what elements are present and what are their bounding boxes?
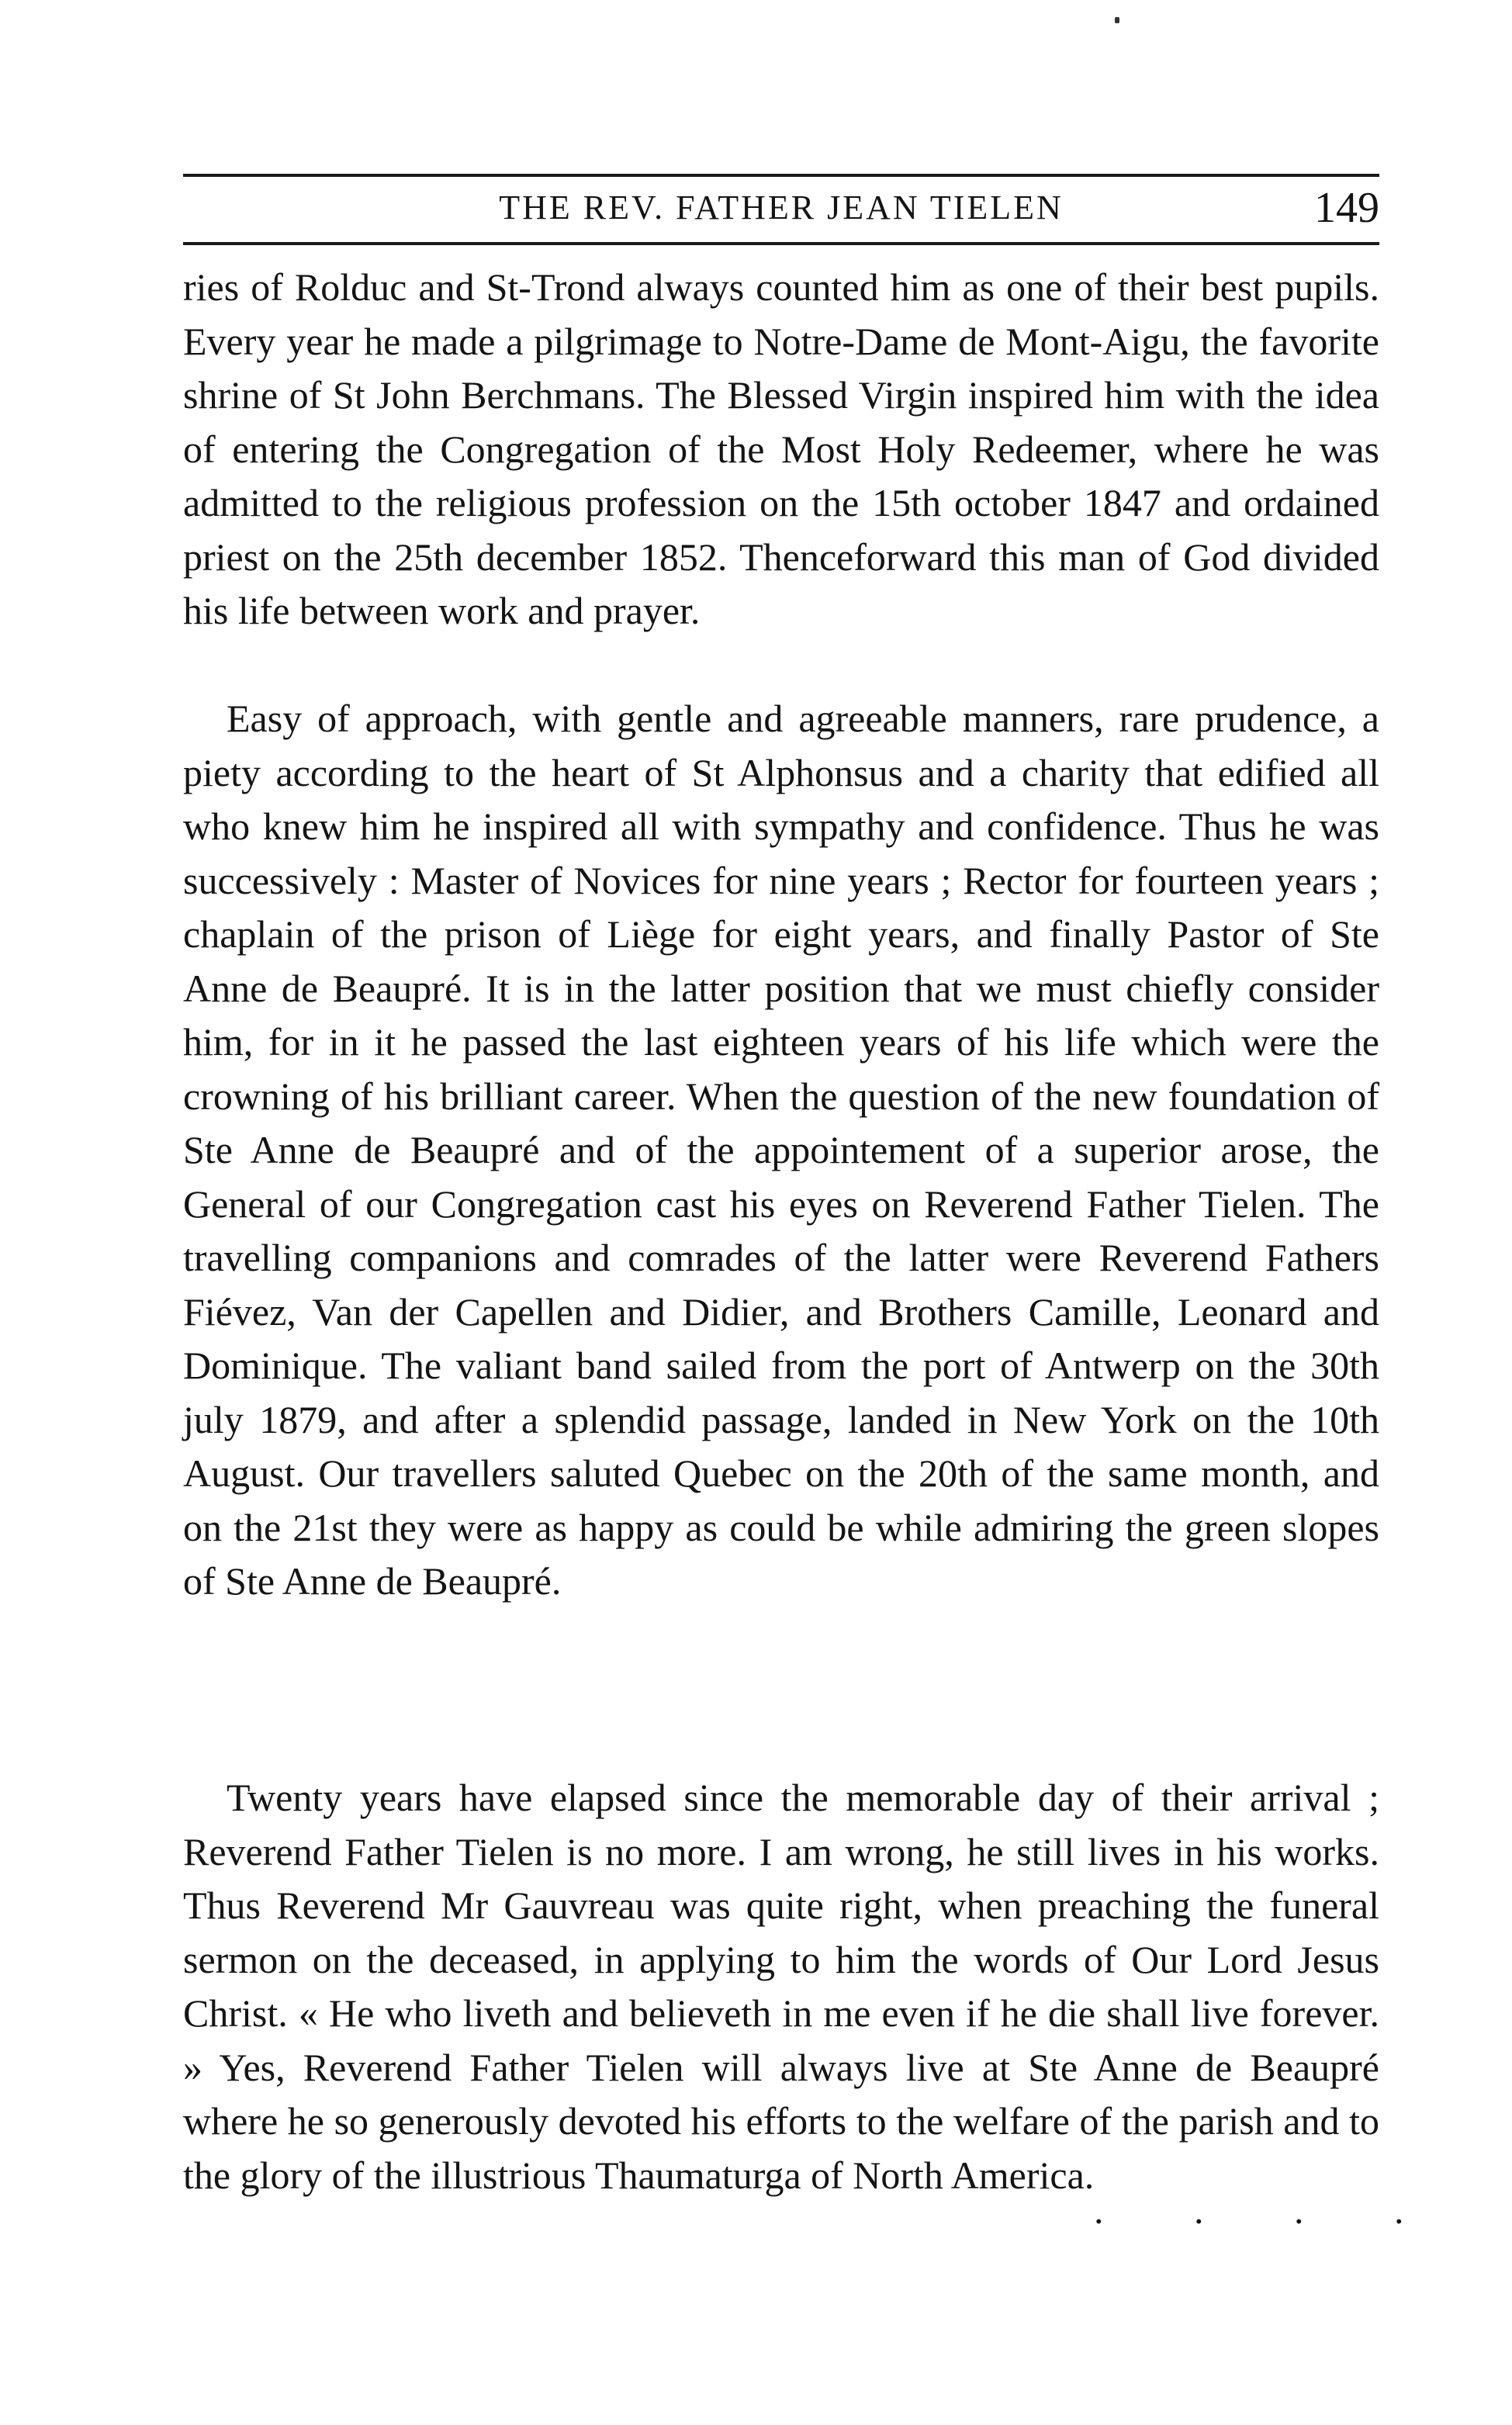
paragraph-1: ries of Rolduc and St-Trond always counted him as one of their best pupils. Every year he made a pilgrimage to Notre-Dame de Mont-Aigu, the favorite shrine of St John Berchmans. The Blessed Virgin inspired him with the idea of entering the Congregation of the Most Holy Redeemer, where he was admitted to the religious profession on the 15th october 1847 and ordained priest on the 25th december 1852. Thenceforward this man of God divided his life between work and prayer. — [183, 265, 1379, 632]
top-rule — [183, 174, 1379, 177]
page-number: 149 — [1314, 184, 1379, 232]
running-head: THE REV. FATHER JEAN TIELEN — [499, 189, 1064, 227]
paragraph-3: Twenty years have elapsed since the memorable day of their arrival ; Reverend Father Tielen is no more. I am wrong, he still lives in his works. Thus Reverend Mr Gauvreau was quite right, when preaching the funeral sermon on the deceased, in applying to him the words of Our Lord Jesus Christ. « He who liveth and believeth in me even if he die shall live forever. » Yes, Reverend Father Tielen will always live at Ste Anne de Beaupré where he so generously devoted his efforts to the welfare of the parish and to the glory of the illustrious Thaumaturga of North America. — [183, 1776, 1379, 2197]
ink-speck — [1115, 17, 1119, 23]
paragraph-2: Easy of approach, with gentle and agreeable manners, rare prudence, a piety according to the heart of St Alphonsus and a charity that edified all who knew him he inspired all with sympathy and confidence. Thus he was successively : Master of Novices for nine years ; Rector for fourteen years ; chaplain of the prison of Liège for eight years, and finally Pastor of Ste Anne de Beaupré. It is in the latter position that we must chiefly consider him, for in it he passed the last eighteen years of his life which were the crowning of his brilliant career. When the question of the new foundation of Ste Anne de Beaupré and of the appointement of a superior arose, the General of our Congregation cast his eyes on Reverend Father Tielen. The travelling companions and comrades of the latter were Reverend Fathers Fiévez, Van der Capellen and Didier, and Brothers Camille, Leonard and Dominique. The valiant band sailed from the port of Antwerp on the 30th july 1879, and after a splendid passage, landed in New York on the 10th August. Our travellers saluted Quebec on the 20th of the same month, and on the 21st they were as happy as could be while admiring the green slopes of Ste Anne de Beaupré. — [183, 697, 1379, 1603]
trailing-dots: . . . . — [1094, 2188, 1445, 2232]
page-header — [183, 183, 1379, 245]
header-rule — [183, 242, 1379, 245]
body-text — [183, 261, 1379, 2419]
